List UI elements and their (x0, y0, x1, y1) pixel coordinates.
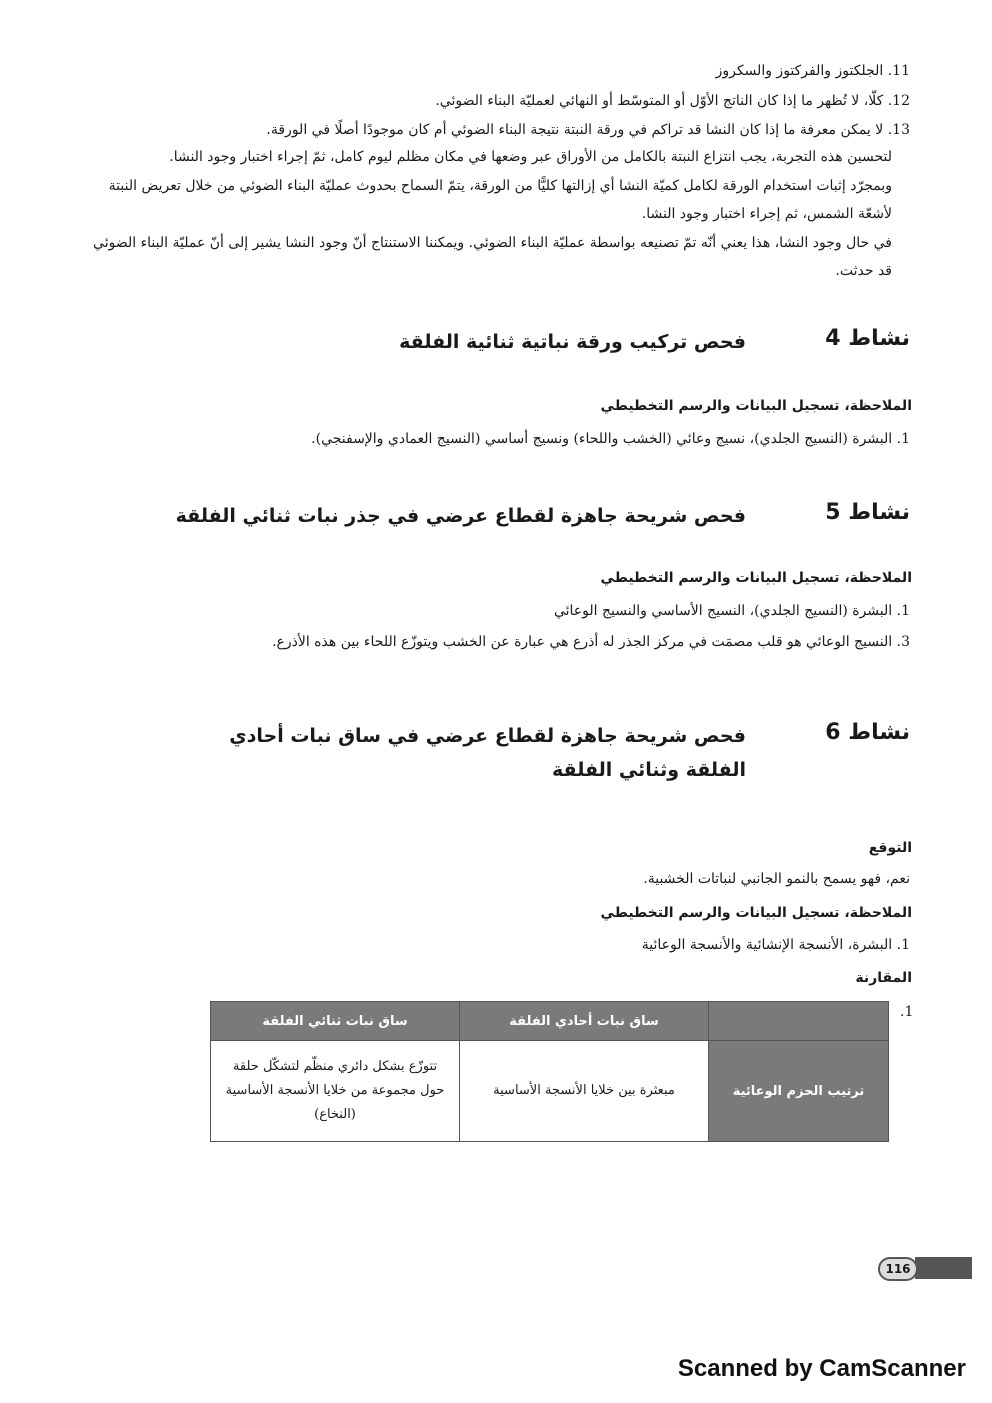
after-removal-paragraph: وبمجرّد إثبات استخدام الورقة لكامل كميّة النشا أي إزالتها كليًّا من الورقة، يتمّ السماح بحدوث عمليّة البناء الضوئي من خلال تعريض النبتة لأشعّة الشمس، ثم إجراء اختبار وجود النشا. (108, 178, 892, 222)
activity-5-title: فحص شريحة جاهزة لقطاع عرضي في جذر نبات ثنائي الفلقة (175, 505, 746, 527)
table-corner-cell (709, 1002, 889, 1041)
activity-4-title: فحص تركيب ورقة نباتية ثنائية الفلقة (399, 331, 746, 353)
table-row (211, 1041, 889, 1142)
comparison-heading: المقارنة (855, 970, 912, 986)
activity-5-subhead: الملاحظة، تسجيل البيانات والرسم التخطيطي (600, 570, 912, 586)
answer-13: 13. لا يمكن معرفة ما إذا كان النشا قد تراكم في ورقة النبتة نتيجة البناء الضوئي أم كان موجودًا أصلًا في الورقة. (266, 122, 910, 138)
activity-6-subhead: الملاحظة، تسجيل البيانات والرسم التخطيطي (600, 905, 912, 921)
comparison-item-marker: .1 (900, 1004, 914, 1020)
dicot-value-cell: تتوزّع بشكل دائري منظّم لتشكّل حلقة حول مجموعة من خلايا الأنسجة الأساسية (النخاع) (211, 1041, 460, 1142)
comparison-table (210, 1001, 889, 1142)
col-monocot-header: ساق نبات أحادي الفلقة (460, 1002, 709, 1041)
activity-6-item-1: 1. البشرة، الأنسجة الإنشائية والأنسجة الوعائية (641, 937, 910, 953)
activity-5-item-1: 1. البشرة (النسيج الجلدي)، النسيج الأساسي والنسيج الوعائي (553, 603, 910, 619)
camscanner-watermark: Scanned by CamScanner (677, 1355, 966, 1382)
activity-5-item-3: 3. النسيج الوعائي هو قلب مصمَت في مركز الجذر له أذرع هي عبارة عن الخشب ويتوزّع اللحاء بين هذه الأذرع. (272, 634, 910, 650)
improve-paragraph: لتحسين هذه التجربة، يجب انتزاع النبتة بالكامل من الأوراق عبر وضعها في مكان مظلم ليوم كامل، ثمّ إجراء اختبار وجود النشا. (169, 149, 892, 165)
activity-6-title: فحص شريحة جاهزة لقطاع عرضي في ساق نبات أحادي الفلقة وثنائي الفلقة (229, 725, 746, 781)
page-number-bar (915, 1257, 972, 1279)
answer-11: 11. الجلكتوز والفركتوز والسكروز (715, 63, 910, 79)
activity-4-item-1: 1. البشرة (النسيج الجلدي)، نسيج وعائي (الخشب واللحاء) ونسيج أساسي (النسيج العمادي والإسفنجي). (311, 431, 910, 447)
prediction-text: نعم، فهو يسمح بالنمو الجانبي لنباتات الخشبية. (643, 871, 910, 887)
table-header-row (211, 1002, 889, 1041)
page-number: 116 (878, 1257, 918, 1281)
conclusion-paragraph: في حال وجود النشا، هذا يعني أنّه تمّ تصنيعه بواسطة عمليّة البناء الضوئي. ويمكننا الاستنتاج أنّ وجود النشا يشير إلى أنّ عمليّة البناء الضوئي قد حدثت. (93, 235, 892, 279)
activity-4-subhead: الملاحظة، تسجيل البيانات والرسم التخطيطي (600, 398, 912, 414)
activity-4-label: نشاط 4 (825, 326, 910, 351)
activity-5-label: نشاط 5 (825, 500, 910, 525)
row-vascular-bundles-label: ترتيب الحزم الوعائية (709, 1041, 889, 1142)
answer-12: 12. كلّا، لا تُظهر ما إذا كان الناتج الأوّل أو المتوسّط أو النهائي لعمليّة البناء الضوئي. (435, 93, 910, 109)
activity-6-label: نشاط 6 (825, 720, 910, 745)
monocot-value-cell: مبعثرة بين خلايا الأنسجة الأساسية (460, 1041, 709, 1142)
col-dicot-header: ساق نبات ثنائي الفلقة (211, 1002, 460, 1041)
prediction-heading: التوقع (868, 840, 912, 856)
